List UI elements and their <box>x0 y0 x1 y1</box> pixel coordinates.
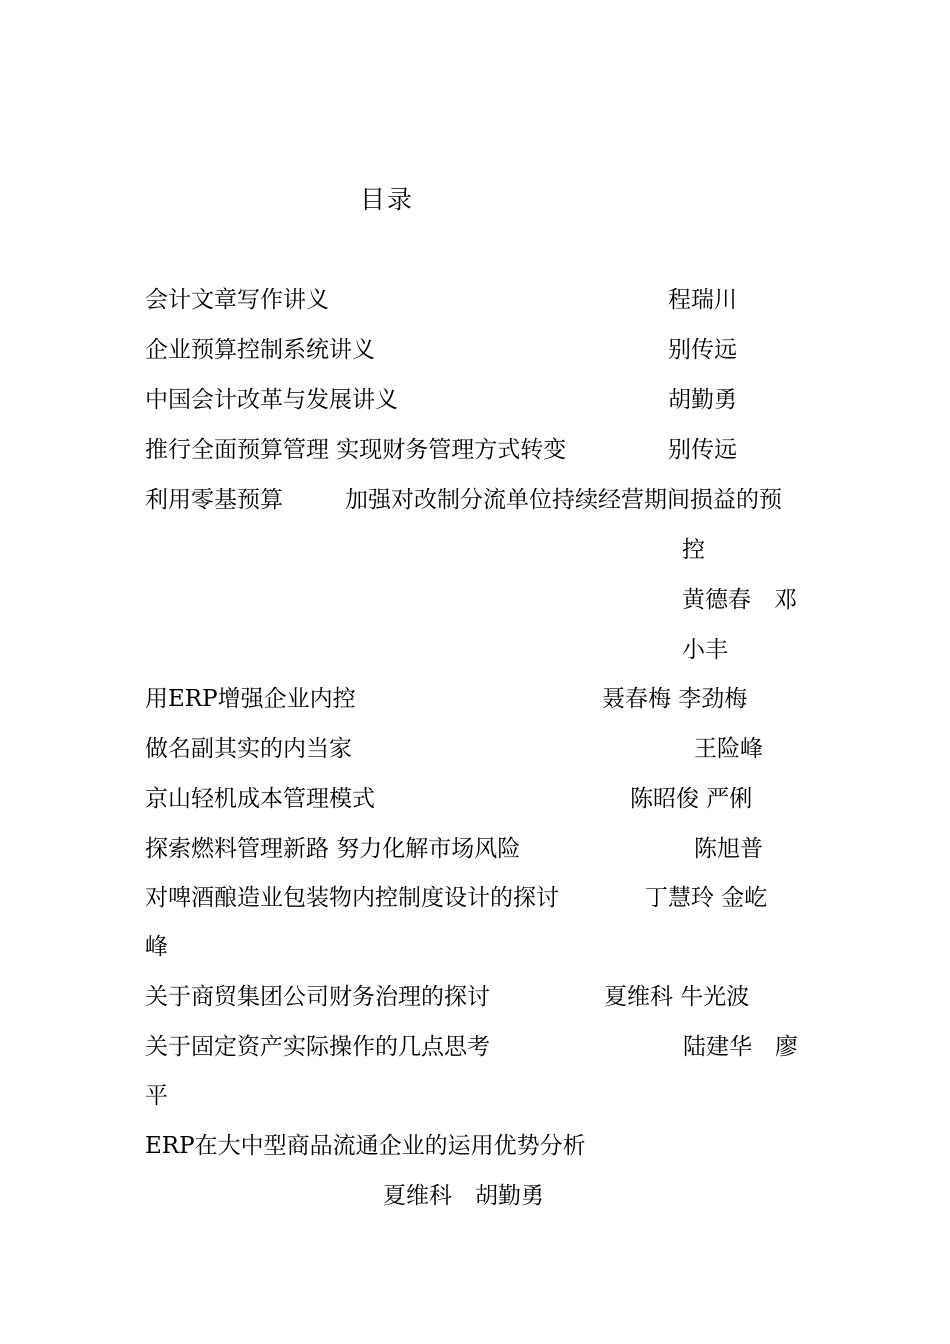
toc-entry-title: 企业预算控制系统讲义 <box>145 337 375 363</box>
toc-entry-author: 黄德春 邓 <box>682 587 797 613</box>
toc-entry-title: 对啤酒酿造业包装物内控制度设计的探讨 <box>145 885 559 911</box>
toc-entry-author: 陆建华 廖 <box>683 1034 798 1060</box>
toc-entry-title: ERP在大中型商品流通企业的运用优势分析 <box>145 1133 586 1159</box>
toc-entry-author: 陈昭俊 严俐 <box>630 786 753 812</box>
toc-entry-title: 会计文章写作讲义 <box>145 287 329 313</box>
toc-entry-title: 利用零基预算 <box>145 487 283 513</box>
toc-entry-author: 胡勤勇 <box>668 387 737 413</box>
toc-entry-title: 京山轻机成本管理模式 <box>145 786 375 812</box>
toc-entry-title: 推行全面预算管理 实现财务管理方式转变 <box>145 437 567 463</box>
toc-entry-title: 关于固定资产实际操作的几点思考 <box>145 1034 490 1060</box>
toc-entry-author: 夏维科 胡勤勇 <box>383 1183 544 1209</box>
toc-entry-author: 别传远 <box>668 437 737 463</box>
toc-entry-title: 探索燃料管理新路 努力化解市场风险 <box>145 836 521 862</box>
toc-entry-title: 用ERP增强企业内控 <box>145 686 356 712</box>
toc-entry-title: 做名副其实的内当家 <box>145 736 352 762</box>
toc-entry-title: 关于商贸集团公司财务治理的探讨 <box>145 984 490 1010</box>
toc-title: 目录 <box>360 185 415 214</box>
toc-entry-title: 中国会计改革与发展讲义 <box>145 387 398 413</box>
toc-entry-author: 陈旭普 <box>694 836 763 862</box>
toc-entry-author-continued: 峰 <box>145 934 168 960</box>
toc-entry-author-continued: 小丰 <box>682 637 728 663</box>
toc-entry-author: 王险峰 <box>694 736 763 762</box>
toc-entry-title-continued: 加强对改制分流单位持续经营期间损益的预 <box>345 487 782 513</box>
toc-entry-author-continued: 平 <box>145 1083 168 1109</box>
toc-entry-author: 别传远 <box>668 337 737 363</box>
toc-entry-author: 聂春梅 李劲梅 <box>602 686 748 712</box>
toc-entry-title-continued: 控 <box>682 537 705 563</box>
toc-entry-author: 丁慧玲 金屹 <box>645 885 768 911</box>
toc-entry-author: 夏维科 牛光波 <box>604 984 750 1010</box>
toc-entry-author: 程瑞川 <box>668 287 737 313</box>
